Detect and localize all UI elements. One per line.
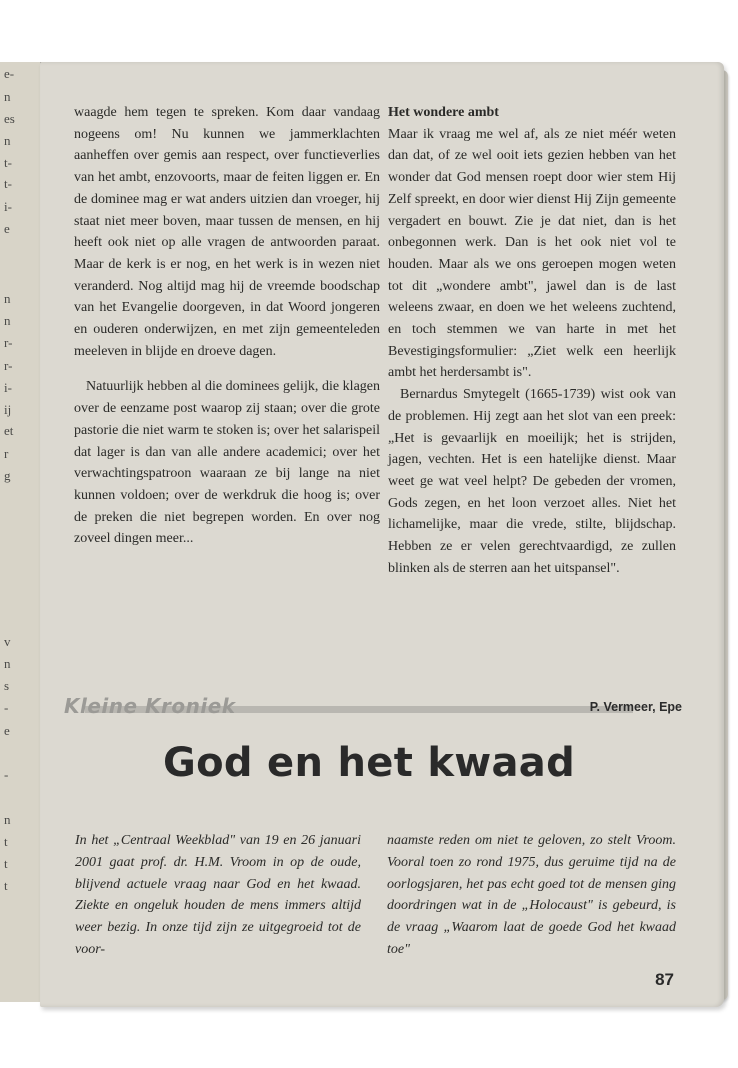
facing-page-fragment: e xyxy=(4,221,10,236)
facing-page-fragment: e xyxy=(4,723,10,738)
facing-page-fragment: t xyxy=(4,878,8,893)
right-column-paragraph-1: Maar ik vraag me wel af, als ze niet méér weten dan dat, of ze wel ooit iets gezien hebben van het wonder dat God mensen roept door wier stem Hij Zelf spreekt, en door wier dienst Hij Zijn gemeente vergadert en bouwt. Zie je dat niet, dan is het onbegonnen werk. Dan is het ook niet vol te houden. Maar als we ons geroepen mogen weten tot dit „wondere ambt", jawel dan is de last weleens zwaar, en doen we het weleens zuchtend, en toch stemmen we van harte in met het Bevestigingsformulier: „Ziet welk een heerlijk ambt het herdersambt is". xyxy=(388,126,676,381)
facing-page-fragment: g xyxy=(4,468,11,483)
facing-page-fragment: s xyxy=(4,678,10,693)
facing-page-fragment: t- xyxy=(4,155,12,170)
facing-page-fragment: n xyxy=(4,89,11,104)
facing-page-fragment: t xyxy=(4,834,8,849)
facing-page-fragment: - xyxy=(4,700,9,715)
section-label: Kleine Kroniek xyxy=(64,694,236,718)
right-text-column xyxy=(388,102,676,579)
article-title: God en het kwaad xyxy=(162,740,576,786)
facing-page-fragment: n xyxy=(4,812,11,827)
facing-page-fragment: e- xyxy=(4,66,15,81)
facing-page-fragment: i- xyxy=(4,380,12,395)
subheading-het-wondere-ambt: Het wondere ambt xyxy=(388,105,499,120)
facing-page-fragment: t- xyxy=(4,176,12,191)
facing-page-fragment: v xyxy=(4,634,11,649)
facing-page-fragment: r- xyxy=(4,335,13,350)
left-text-column xyxy=(74,102,380,550)
facing-page-fragment: r xyxy=(4,446,9,461)
intro-right-column xyxy=(387,830,676,961)
facing-page-fragment: n xyxy=(4,313,11,328)
facing-page-fragment: r- xyxy=(4,358,13,373)
facing-page-fragment: n xyxy=(4,291,11,306)
intro-left-text: In het „Centraal Weekblad" van 19 en 26 januari 2001 gaat prof. dr. H.M. Vroom in op de oude, blijvend actuele vraag naar God en het kwaad. Ziekte en ongeluk houden de mens immers altijd weer bezig. In onze tijd zijn ze uitgegroeid tot de voor- xyxy=(75,833,361,957)
left-column-paragraph-2: Natuurlijk hebben al die dominees gelijk, die klagen over de eenzame post waarop zij staan; over die grote pastorie die niet warm te stoken is; over het salarispeil dat lager is dan van alle andere academici; over het verwachtingspatroon waaraan ze bij lange na niet kunnen voldoen; over de werkdruk die hoog is; over de preken die niet begrepen worden. En over nog zoveel dingen meer... xyxy=(74,379,380,547)
facing-page-fragment: es xyxy=(4,111,15,126)
left-column-paragraph-1: waagde hem tegen te spreken. Kom daar vandaag nogeens om! Nu kunnen we jammerklachten aanheffen over gemis aan respect, over functieverlies van het ambt, enzovoorts, maar de feiten liggen er. En de dominee mag er wat anders uitzien dan vroeger, hij staat niet meer boven, maar tussen de mensen, en hij heeft ook niet op alle vragen de antwoorden paraat. Maar de kerk is er nog, en het werk is in wezen niet veranderd. Nog altijd mag hij de vreemde boodschap van het Evangelie doorgeven, in dat Woord jongeren en ouderen onderwijzen, en met zijn gemeenteleden meeleven in blijde en droeve dagen. xyxy=(74,105,380,359)
facing-page-fragment: - xyxy=(4,767,9,782)
facing-page-fragment: i- xyxy=(4,199,12,214)
facing-page-fragment: t xyxy=(4,856,8,871)
facing-page-fragment: et xyxy=(4,423,14,438)
facing-page-fragment: ij xyxy=(4,402,12,417)
author-byline: P. Vermeer, Epe xyxy=(589,700,682,714)
right-column-paragraph-2: Bernardus Smytegelt (1665-1739) wist ook van de problemen. Hij zegt aan het slot van een preek: „Het is gevaarlijk en moeilijk; het is strijden, jagen, vechten. Het is een hatelijke dienst. Maar weet ge wat veel helpt? De gebeden der vromen, Gods zegen, en het loon verzoet alles. Niet het lichamelijke, maar die vrede, stilte, blijdschap. Hebben ze er velen gerechtvaardigd, ze zullen blinken als de sterren aan het uitspansel". xyxy=(388,387,676,576)
intro-right-text: naamste reden om niet te geloven, zo stelt Vroom. Vooral toen zo rond 1975, dus geruime tijd na de oorlogsjaren, het pas echt goed tot de mensen ging doordringen wat in de „Holocaust" is gebeurd, is de vraag „Waarom laat de goede God het kwaad toe" xyxy=(387,833,676,957)
facing-page-fragment: n xyxy=(4,656,11,671)
page-number: 87 xyxy=(655,970,674,989)
facing-page-edge xyxy=(0,62,42,1002)
facing-page-fragment: n xyxy=(4,133,11,148)
intro-left-column xyxy=(75,830,361,961)
